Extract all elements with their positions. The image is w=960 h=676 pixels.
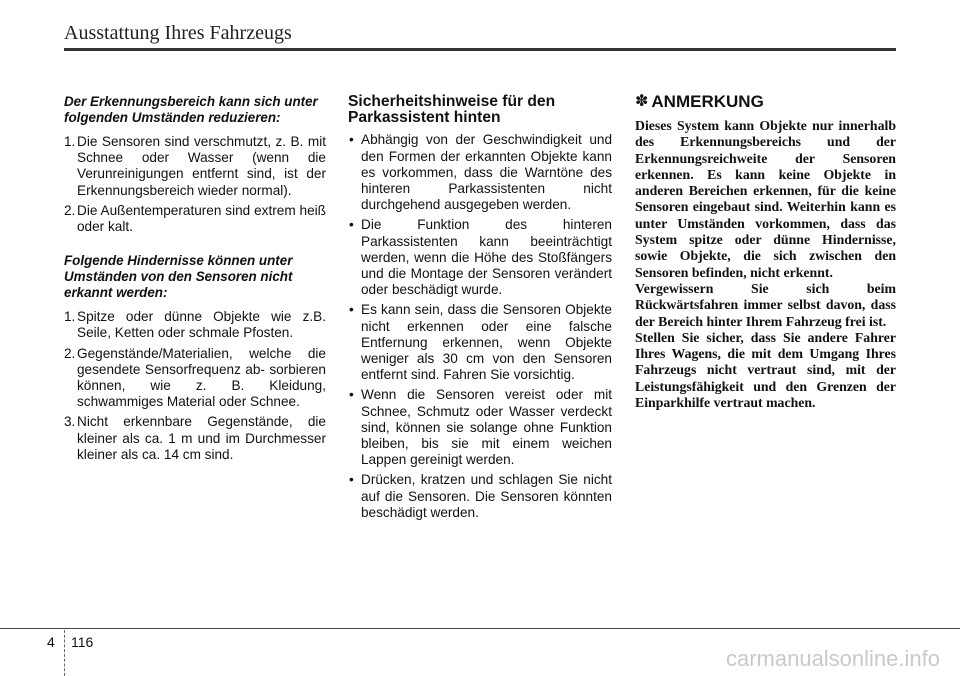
page-header-title: Ausstattung Ihres Fahrzeugs: [64, 22, 292, 44]
bullet-icon: •: [349, 387, 354, 403]
list-item-text: Spitze oder dünne Objekte wie z.B. Seile, Ketten oder schmale Pfosten.: [77, 309, 326, 341]
subheading-detection-range: Der Erkennungsbereich kann sich unter folgenden Umständen reduzieren:: [64, 94, 318, 125]
list-item-text: Drücken, kratzen und schlagen Sie nicht auf die Sensoren. Die Sensoren könnten beschädigt werden.: [361, 472, 612, 520]
list-item-text: Die Sensoren sind verschmutzt, z. B. mit Schnee oder Wasser (wenn die Verunreinigungen entfernt sind, ist der Erkennungsbereich wieder normal).: [77, 134, 326, 198]
bullet-icon: •: [349, 472, 354, 488]
list-item: [348, 302, 612, 383]
subheading-undetected-obstacles: Folgende Hindernisse können unter Umständen von den Sensoren nicht erkannt werden:: [64, 253, 293, 301]
numbered-list-obstacles: [64, 309, 326, 463]
section-heading-safety: Sicherheitshinweise für den Parkassistent hinten: [348, 93, 556, 127]
list-item-text: Die Außentemperaturen sind extrem heiß oder kalt.: [77, 202, 326, 235]
watermark-text: carmanualsonline.info: [725, 646, 940, 671]
note-heading: [635, 94, 896, 110]
note-body: [635, 118, 896, 411]
list-item-text: Gegenstände/Materialien, welche die gesendete Sensorfrequenz ab- sorbieren können, wie z. B. Kleidung, schwammiges Material oder Schnee.: [77, 345, 326, 410]
numbered-list-conditions: [64, 134, 326, 235]
column-middle: [348, 94, 612, 525]
list-item: [348, 132, 612, 213]
asterisk-note-icon: ✽: [635, 93, 649, 110]
list-item: [64, 203, 326, 235]
note-paragraph: Stellen Sie sicher, dass Sie andere Fahrer Ihres Wagens, die mit dem Umgang Ihres Fahrzeugs nicht vertraut sind, mit der Leistungsfähigkeit und den Grenzen der Einparkhilfe vertraut machen.: [635, 329, 896, 411]
list-number: 2.: [64, 345, 76, 361]
page-number: 116: [71, 634, 94, 650]
chapter-number: 4: [47, 634, 55, 650]
list-item-text: Wenn die Sensoren vereist oder mit Schnee, Schmutz oder Wasser verdeckt sind, können sie solange ohne Funktion bleiben, bis sie mit einem weichen Lappen gereinigt werden.: [361, 387, 612, 468]
note-paragraph: Dieses System kann Objekte nur innerhalb des Erkennungsbereichs und der Erkennungsreichweite der Sensoren erkennen. Es kann keine Objekte in anderen Bereichen erkennen, für die keine Sensoren eingebaut sind. Weiterhin kann es unter Umständen vorkommen, dass das System spitze oder dünne Hindernisse, sowie Objekte, die sich zwischen den Sensoren befinden, nicht erkennt.: [635, 118, 896, 280]
list-number: 1.: [64, 134, 76, 149]
list-item-text: Abhängig von der Geschwindigkeit und den Formen der erkannten Objekte kann es vorkommen, dass die Warntöne des hinteren Parkassistenten nicht durchgehend ausgegeben werden.: [361, 132, 612, 213]
bullet-icon: •: [349, 302, 354, 318]
bullet-icon: •: [349, 217, 354, 233]
list-number: 1.: [64, 309, 76, 325]
column-left: [64, 94, 326, 467]
list-item: [348, 217, 612, 298]
bullet-icon: •: [349, 132, 354, 148]
list-item: [64, 309, 326, 341]
list-item: [348, 472, 612, 521]
header-rule: [64, 48, 896, 51]
note-title: ANMERKUNG: [651, 92, 764, 111]
column-right-note: [635, 94, 896, 411]
footer-separator: [64, 630, 65, 676]
footer-rule: [0, 628, 960, 629]
bullet-list-safety: [348, 132, 612, 521]
note-paragraph: Vergewissern Sie sich beim Rückwärtsfahren immer selbst davon, dass der Bereich hinter Ihrem Fahrzeug frei ist.: [635, 280, 896, 329]
list-item: [64, 346, 326, 411]
list-number: 3.: [64, 414, 76, 430]
list-item-text: Die Funktion des hinteren Parkassistenten kann beeinträchtigt werden, wenn die Höhe des Stoßfängers und die Montage der Sensoren verändert oder beschädigt wurde.: [361, 217, 612, 298]
list-item-text: Es kann sein, dass die Sensoren Objekte nicht erkennen oder eine falsche Entfernung erkennen, wenn Objekte weniger als 30 cm von den Sensoren entfernt sind. Fahren Sie vorsichtig.: [361, 302, 612, 383]
list-item: [64, 414, 326, 463]
list-item: [348, 387, 612, 468]
list-item-text: Nicht erkennbare Gegenstände, die kleiner als ca. 1 m und im Durchmesser kleiner als ca. 14 cm sind.: [77, 414, 326, 462]
list-item: [64, 134, 326, 199]
list-number: 2.: [64, 202, 76, 218]
